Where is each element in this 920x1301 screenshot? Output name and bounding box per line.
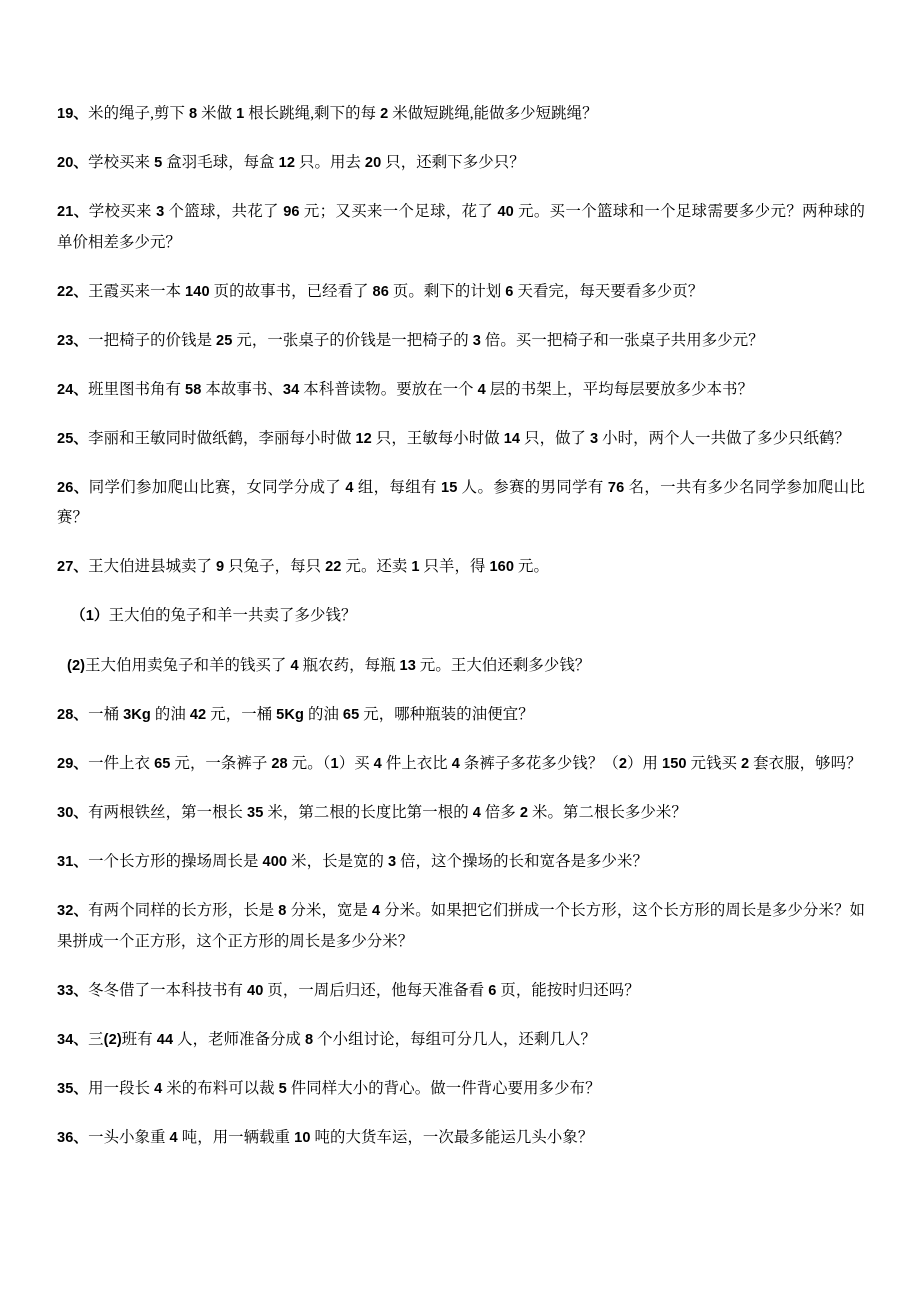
- question-number: 34、: [57, 1031, 89, 1048]
- question-q30: [57, 798, 865, 829]
- question-text: 有两个同样的长方形，长是 8 分米，宽是 4 分米。如果把它们拼成一个长方形，这个长方形的周长是多少分米？如果拼成一个正方形，这个正方形的周长是多少分米？: [57, 902, 865, 950]
- question-number: 24、: [57, 381, 89, 398]
- question-q23: [57, 326, 865, 357]
- question-text: 学校买来 5 盒羽毛球，每盒 12 只。用去 20 只，还剩下多少只？: [88, 154, 525, 171]
- question-text: 三(2)班有 44 人，老师准备分成 8 个小组讨论，每组可分几人，还剩几人？: [88, 1030, 596, 1048]
- question-number: 32、: [57, 903, 89, 919]
- question-text: 冬冬借了一本科技书有 40 页，一周后归还，他每天准备看 6 页，能按时归还吗？: [88, 981, 640, 999]
- question-q19: [57, 99, 865, 130]
- question-number: 33、: [57, 982, 89, 999]
- question-number: （1）: [71, 608, 109, 624]
- question-q22: [57, 277, 865, 308]
- question-text: 学校买来 3 个篮球，共花了 96 元；又买来一个足球，花了 40 元。买一个篮球和一个足球需要多少元？两种球的单价相差多少元？: [57, 203, 865, 251]
- question-q35: [57, 1074, 865, 1105]
- question-number: 20、: [57, 155, 89, 171]
- question-text: 用一段长 4 米的布料可以裁 5 件同样大小的背心。做一件背心要用多少布？: [88, 1079, 601, 1097]
- question-q28: [57, 700, 865, 731]
- question-number: 30、: [57, 805, 89, 821]
- question-text: 同学们参加爬山比赛，女同学分成了 4 组，每组有 15 人。参赛的男同学有 76 名，一共有多少名同学参加爬山比赛？: [57, 478, 865, 526]
- question-number: 19、: [57, 106, 89, 122]
- question-q31: [57, 847, 865, 878]
- question-number: 36、: [57, 1129, 89, 1146]
- question-number: (2): [67, 657, 86, 674]
- question-number: 27、: [57, 559, 89, 575]
- question-q33: [57, 976, 865, 1007]
- question-number: 28、: [57, 707, 89, 723]
- question-text: 王霞买来一本 140 页的故事书，已经看了 86 页。剩下的计划 6 天看完，每天要看多少页？: [88, 282, 704, 300]
- question-q34: [57, 1025, 865, 1056]
- question-text: 王大伯进县城卖了 9 只兔子，每只 22 元。还卖 1 只羊，得 160 元。: [88, 558, 550, 575]
- question-text: 李丽和王敏同时做纸鹤，李丽每小时做 12 只，王敏每小时做 14 只，做了 3 小时，两个人一共做了多少只纸鹤？: [88, 429, 851, 447]
- question-number: 31、: [57, 854, 89, 870]
- question-text: 米的绳子,剪下 8 米做 1 根长跳绳,剩下的每 2 米做短跳绳,能做多少短跳绳？: [88, 105, 598, 122]
- question-q21: [57, 197, 865, 258]
- question-number: 22、: [57, 283, 89, 300]
- question-q27a: [57, 601, 865, 632]
- question-text: 王大伯的兔子和羊一共卖了多少钱？: [108, 607, 357, 624]
- question-text: 一桶 3Kg 的油 42 元，一桶 5Kg 的油 65 元，哪种瓶装的油便宜？: [88, 706, 534, 723]
- question-text: 一头小象重 4 吨，用一辆载重 10 吨的大货车运，一次最多能运几头小象？: [88, 1128, 594, 1146]
- question-text: 班里图书角有 58 本故事书、34 本科普读物。要放在一个 4 层的书架上，平均每层要放多少本书？: [88, 380, 754, 398]
- question-text: 一件上衣 65 元，一条裤子 28 元。（1）买 4 件上衣比 4 条裤子多花多少钱？（2）用 150 元钱买 2 套衣服，够吗？: [88, 755, 862, 772]
- question-q27b: [57, 651, 865, 682]
- question-q29: [57, 749, 865, 780]
- question-text: 王大伯用卖兔子和羊的钱买了 4 瓶农药，每瓶 13 元。王大伯还剩多少钱？: [85, 656, 591, 674]
- question-list: [57, 99, 865, 1153]
- question-number: 26、: [57, 479, 89, 496]
- question-q27: [57, 552, 865, 583]
- question-number: 23、: [57, 332, 89, 349]
- question-number: 21、: [57, 204, 89, 220]
- question-q24: [57, 375, 865, 406]
- question-text: 有两根铁丝，第一根长 35 米，第二根的长度比第一根的 4 倍多 2 米。第二根长多少米？: [88, 804, 687, 821]
- question-text: 一个长方形的操场周长是 400 米，长是宽的 3 倍，这个操场的长和宽各是多少米？: [88, 853, 649, 870]
- question-number: 25、: [57, 430, 89, 447]
- question-q36: [57, 1123, 865, 1154]
- question-q32: [57, 896, 865, 957]
- question-q25: [57, 424, 865, 455]
- question-q26: [57, 473, 865, 534]
- question-text: 一把椅子的价钱是 25 元，一张桌子的价钱是一把椅子的 3 倍。买一把椅子和一张桌子共用多少元？: [88, 331, 764, 349]
- question-q20: [57, 148, 865, 179]
- question-number: 35、: [57, 1080, 89, 1097]
- question-number: 29、: [57, 756, 89, 772]
